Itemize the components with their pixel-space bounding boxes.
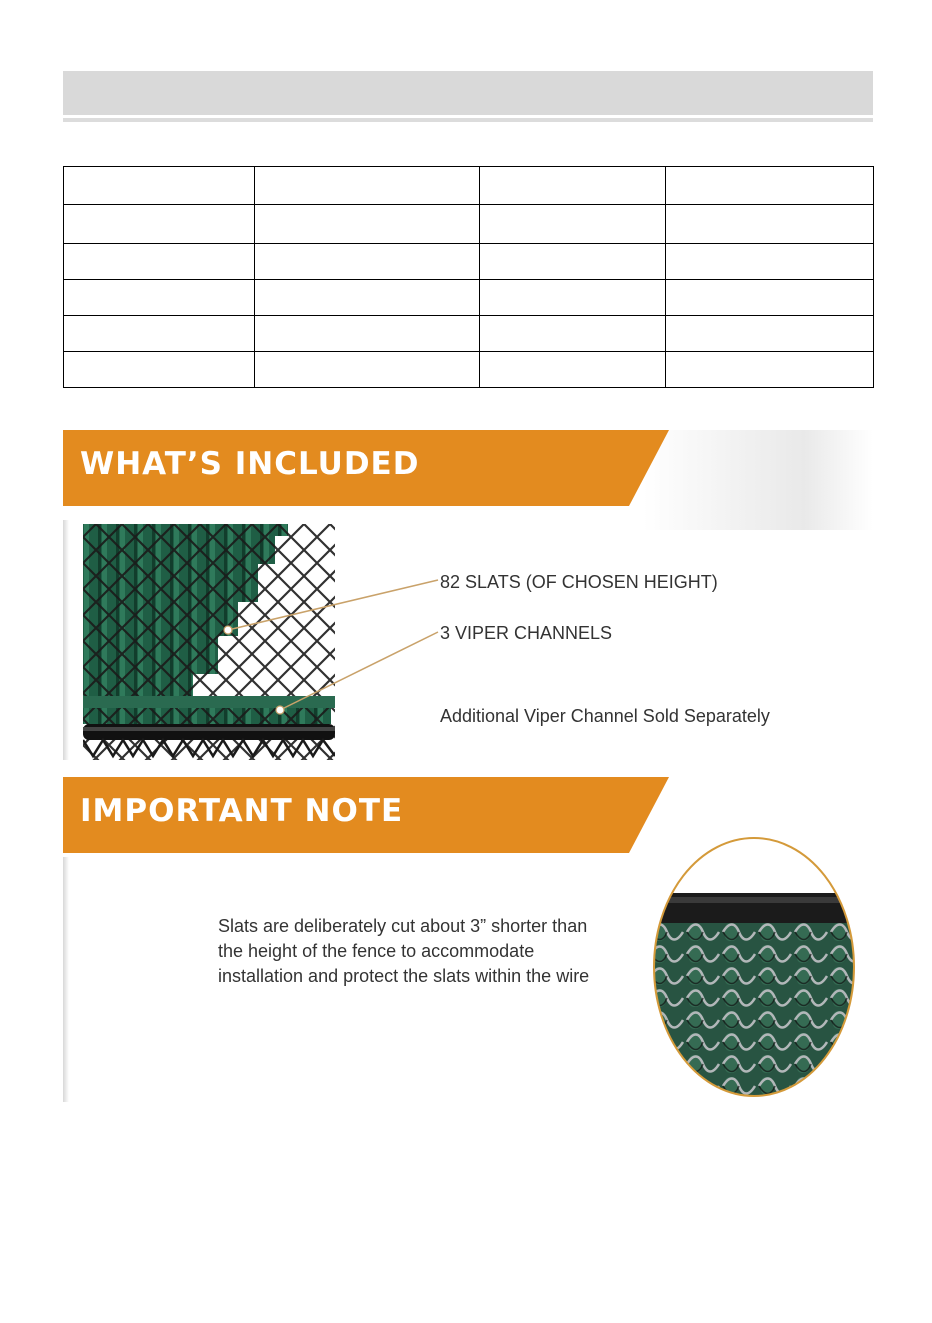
edge-shadow [63, 857, 69, 1102]
table-cell [64, 352, 255, 388]
table-cell [666, 244, 874, 280]
table-cell [480, 352, 666, 388]
table-cell [255, 167, 480, 205]
note-line: installation and protect the slats within the wire [218, 966, 590, 986]
table-cell [666, 205, 874, 244]
table-cell [255, 244, 480, 280]
table-cell [666, 280, 874, 316]
table-row [64, 167, 874, 205]
table-cell [64, 205, 255, 244]
table-row [64, 280, 874, 316]
table-cell [666, 352, 874, 388]
additional-note: Additional Viper Channel Sold Separately [440, 706, 770, 726]
table-cell [480, 205, 666, 244]
note-line: the height of the fence to accommodate [218, 941, 535, 961]
table-cell [255, 352, 480, 388]
spec-table [63, 166, 874, 388]
closeup-image [649, 833, 859, 1101]
table-row [64, 352, 874, 388]
table-cell [480, 244, 666, 280]
table-cell [255, 280, 480, 316]
table-cell [255, 205, 480, 244]
table-row [64, 244, 874, 280]
table-cell [480, 316, 666, 352]
important-note-section [63, 777, 873, 1107]
important-note-title: IMPORTANT NOTE [80, 793, 404, 829]
table-cell [64, 316, 255, 352]
note-line: Slats are deliberately cut about 3” shorter than [218, 916, 588, 936]
table-cell [666, 167, 874, 205]
table-cell [480, 280, 666, 316]
note-text [218, 914, 638, 989]
whats-included-section [63, 430, 873, 765]
table-cell [666, 316, 874, 352]
channels-callout: 3 VIPER CHANNELS [440, 623, 613, 643]
slats-callout: 82 SLATS (OF CHOSEN HEIGHT) [440, 572, 718, 592]
table-cell [64, 244, 255, 280]
table-row [64, 316, 874, 352]
table-row [64, 205, 874, 244]
table-cell [480, 167, 666, 205]
table-cell [255, 316, 480, 352]
table-cell [64, 280, 255, 316]
table-cell [64, 167, 255, 205]
header-bar [63, 71, 873, 115]
whats-included-title: WHAT’S INCLUDED [80, 446, 420, 482]
header-divider [63, 118, 873, 122]
